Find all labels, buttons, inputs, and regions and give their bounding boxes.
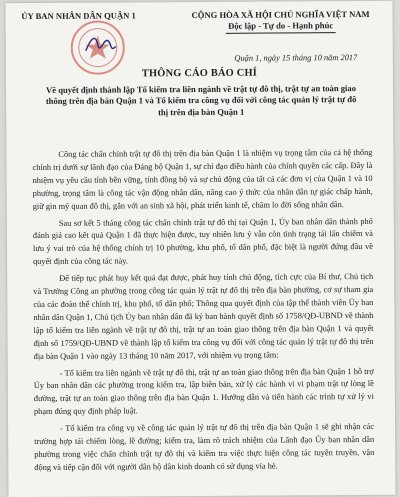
body-paragraph: Sau sơ kết 5 tháng công tác chấn chỉnh trật tự đô thị tại Quận 1, Ủy ban nhân dân thành phố đánh giá cao kết quả Quận 1 đã thực hiện được, tuy nhiên lưu ý vẫn còn tình trạng tái lấn chiếm và lưu ý vai trò của hệ thống chính trị 10 phường, khu phố, tổ dân phố, đặc biệt là người đứng đầu về quyết định của công tác này. (32, 216, 374, 267)
place-and-date: Quận 1, ngày 15 tháng 10 năm 2017 (234, 53, 358, 63)
body-paragraph: Để tiếp tục phát huy kết quả đạt được, phát huy tính chủ động, tích cực của Bí thư, Chủ tịch và Trưởng Công an phường trong công tác quản lý trật tự đô thị trên địa bàn phường, cơ sự tham gia của các đoàn thể chính trị, khu phố, tổ dân phố; Thông qua quyết định của tập thể thành viên Ủy ban nhân dân Quận 1, Chủ tịch Ủy ban nhân dân đã ký ban hành quyết định số 1758/QĐ-UBND về thành lập tổ kiểm tra liên ngành về trật tự đô thị, trật tự an toàn giao thông trên địa bàn Quận 1 và quyết định số 1759/QĐ-UBND về thành lập tổ kiểm tra công vụ đối với công tác quản lý trật tự đô thị trên địa bàn Quận 1 vào ngày 13 tháng 10 năm 2017, với nhiệm vụ trọng tâm: (33, 272, 374, 361)
task-item: - Tổ kiểm tra công vụ về công tác quản lý trật tự đô thị trên địa bàn Quận 1 sẽ ghi nhận các trường hợp tái chiếm lòng, lề đường; kiểm tra, làm rõ trách nhiệm của Lãnh đạo Ủy ban nhân dân phường trong việc chấn chỉnh trật tự đô thị và kiểm tra việc thực hiện công tác tuyên truyền, vận động và tiếp cận đối với người dân hộ dân kinh doanh có sử dụng vỉa hè. (34, 422, 375, 472)
national-motto: Độc lập - Tự do - Hạnh phúc (228, 20, 334, 31)
document-subject: Về quyết định thành lập Tổ kiểm tra liên ngành về trật tự đô thị, trật tự an toàn giao thông trên địa bàn Quận 1 và Tổ kiểm tra công vụ đối với công tác quản lý trật tự đô thị trên địa bàn Quận 1 (45, 83, 357, 118)
issuing-org-name: ỦY BAN NHÂN DÂN QUẬN 1 (21, 10, 136, 22)
motto-underline (226, 32, 336, 34)
national-heading (181, 9, 381, 34)
document-body (32, 147, 374, 479)
nation-name: CỘNG HÒA XÃ HỘI CHỦ NGHĨA VIỆT NAM (191, 8, 370, 21)
document-page (5, 1, 395, 497)
document-title: THÔNG CÁO BÁO CHÍ (141, 67, 258, 80)
task-item: - Tổ kiểm tra liên ngành về trật tự đô thị, trật tự an toàn giao thông trên địa bàn Quận 1 hỗ trợ Ủy ban nhân dân các phường trong kiểm tra, lập biên bản, xử lý các hành vi vi phạm trật tự lòng lề đường, trật tự an toàn giao thông trên địa bàn Quận 1. Hướng dẫn và tiến hành các trình tự xử lý vi phạm đúng quy định pháp luật. (33, 366, 374, 417)
body-paragraph: Công tác chấn chỉnh trật tự đô thị trên địa bàn Quận 1 là nhiệm vụ trọng tâm của cả hệ thống chính trị dưới sự lãnh đạo của Đảng bộ Quận 1, sự chỉ đạo điều hành của chính quyền các cấp. Đây là nhiệm vụ yêu cầu tính bền vững, tính đồng bộ và sự chủ động của tất cả các đơn vị của Quận 1 và 10 phường, trọng tâm là công tác vận động nhân dân, nâng cao ý thức của nhân dân tự giác chấp hành, giữ gìn mỹ quan đô thị, gắn với an sinh xã hội, phát triển kinh tế, chăm lo đời sống nhân dân. (32, 147, 373, 211)
handwritten-signature (84, 31, 118, 59)
